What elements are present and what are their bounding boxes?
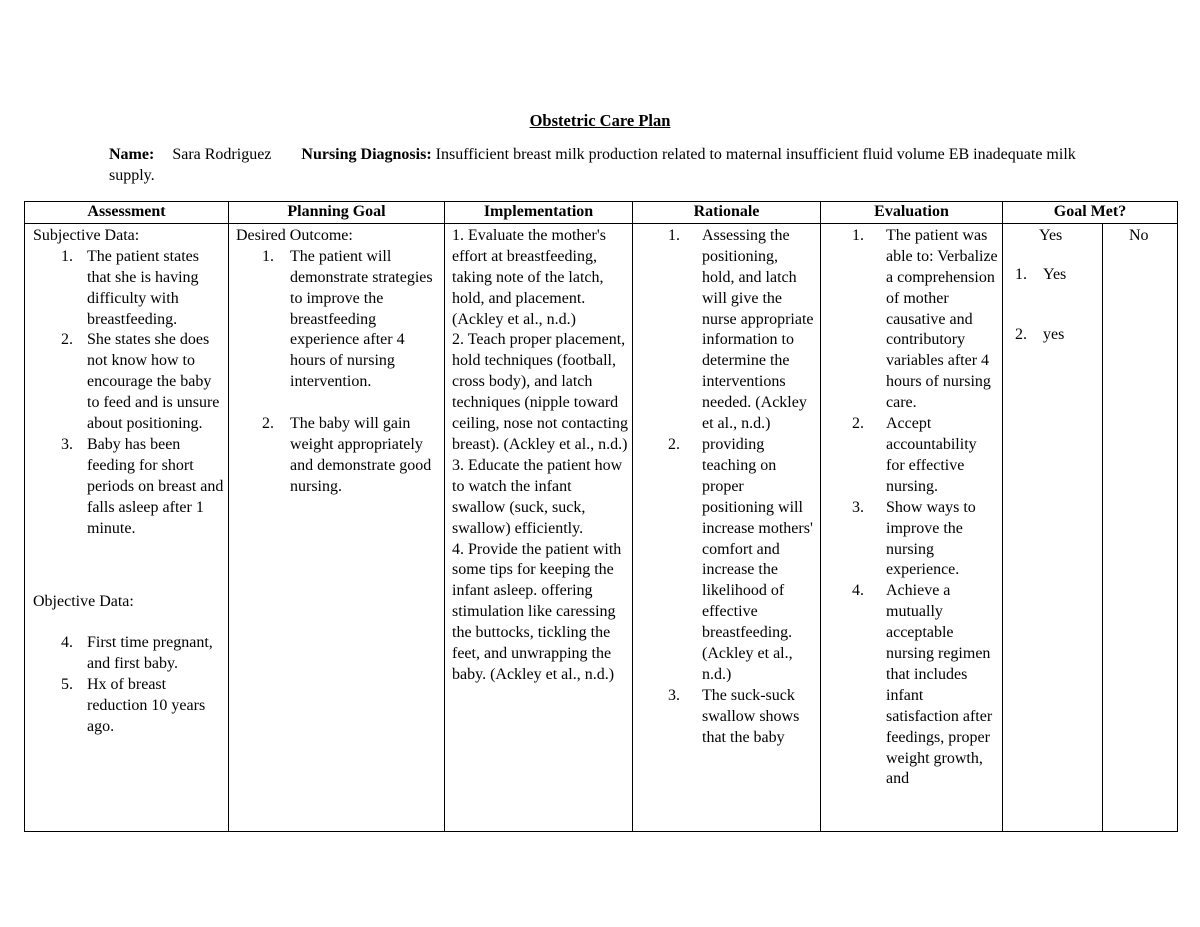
list-item: 4. Provide the patient with some tips for keeping the infant asleep. offering stimulation like caressing the buttocks, tickling the feet, and unwrapping the baby. (Ackley et al., n.d.) (452, 540, 622, 683)
list-item: 3. Show ways to improve the nursing experience. (852, 498, 976, 579)
table-header-row (25, 202, 1178, 224)
planning-cell (229, 223, 445, 831)
yes-label: Yes (1039, 226, 1063, 244)
document-title: Obstetric Care Plan (529, 111, 671, 130)
column-header: Assessment (25, 202, 229, 224)
patient-name: Sara Rodriguez (172, 146, 272, 163)
list-item: 4. Achieve a mutually acceptable nursing regimen that includes infant satisfaction after feedings, proper weight growth, and (852, 582, 993, 788)
list-item: 1. The patient will demonstrate strategies to improve the breastfeeding experience after 4 hours of nursing intervention. (262, 247, 433, 391)
list-item: 1. Yes (1015, 265, 1067, 283)
evaluation-cell (821, 223, 1003, 831)
name-label: Name: (109, 146, 155, 163)
diagnosis-label: Nursing Diagnosis: (301, 146, 432, 163)
list-item: 2. The baby will gain weight appropriately and demonstrate good nursing. (262, 415, 432, 495)
goal-met-no-cell (1103, 223, 1178, 831)
patient-header (109, 144, 1109, 186)
objective-heading: Objective Data: (33, 592, 134, 610)
column-header: Implementation (445, 202, 633, 224)
implementation-cell (445, 223, 633, 831)
column-header: Goal Met? (1003, 202, 1178, 224)
diagnosis-text: Insufficient breast milk production related to maternal insufficient fluid volume EB inadequate milk supply. (109, 146, 1076, 184)
desired-outcome-heading: Desired Outcome: (236, 226, 353, 244)
column-header: Rationale (633, 202, 821, 224)
list-item: 1. Evaluate the mother's effort at breastfeeding, taking note of the latch, hold, and placement. (Ackley et al., n.d.) (452, 226, 606, 328)
list-item: 2. Accept accountability for effective nursing. (852, 415, 977, 495)
list-item: 1. Assessing the positioning, hold, and latch will give the nurse appropriate information to determine the interventions needed. (Ackley et al., n.d.) (668, 226, 814, 433)
rationale-cell (633, 223, 821, 831)
list-item: 3. Baby has been feeding for short periods on breast and falls asleep after 1 minute. (61, 435, 224, 537)
list-item: 2. providing teaching on proper positioning will increase mothers' comfort and increase the likelihood of effective breastfeeding. (Ackley et al., n.d.) (668, 435, 813, 683)
subjective-heading: Subjective Data: (33, 226, 140, 244)
list-item: 3. The suck-suck swallow shows that the baby (668, 686, 800, 746)
list-item: 2. yes (1015, 325, 1065, 343)
list-item: 5. Hx of breast reduction 10 years ago. (61, 676, 206, 736)
goal-met-yes-cell (1003, 223, 1103, 831)
list-item: 2. She states she does not know how to encourage the baby to feed and is unsure about positioning. (61, 331, 220, 433)
list-item: 1. The patient was able to: Verbalize a comprehension of mother causative and contributory variables after 4 hours of nursing care. (852, 226, 998, 412)
no-label: No (1129, 226, 1149, 244)
column-header: Planning Goal (229, 202, 445, 224)
assessment-cell (25, 223, 229, 831)
list-item: 2. Teach proper placement, hold techniques (football, cross body), and latch techniques (nipple toward ceiling, nose not contacting breast). (Ackley et al., n.d.) (452, 331, 628, 453)
care-plan-table (24, 201, 1178, 832)
column-header: Evaluation (821, 202, 1003, 224)
list-item: 1. The patient states that she is having difficulty with breastfeeding. (61, 247, 199, 328)
list-item: 4. First time pregnant, and first baby. (61, 634, 213, 673)
list-item: 3. Educate the patient how to watch the infant swallow (suck, suck, swallow) efficiently. (452, 456, 623, 537)
table-row (25, 223, 1178, 831)
